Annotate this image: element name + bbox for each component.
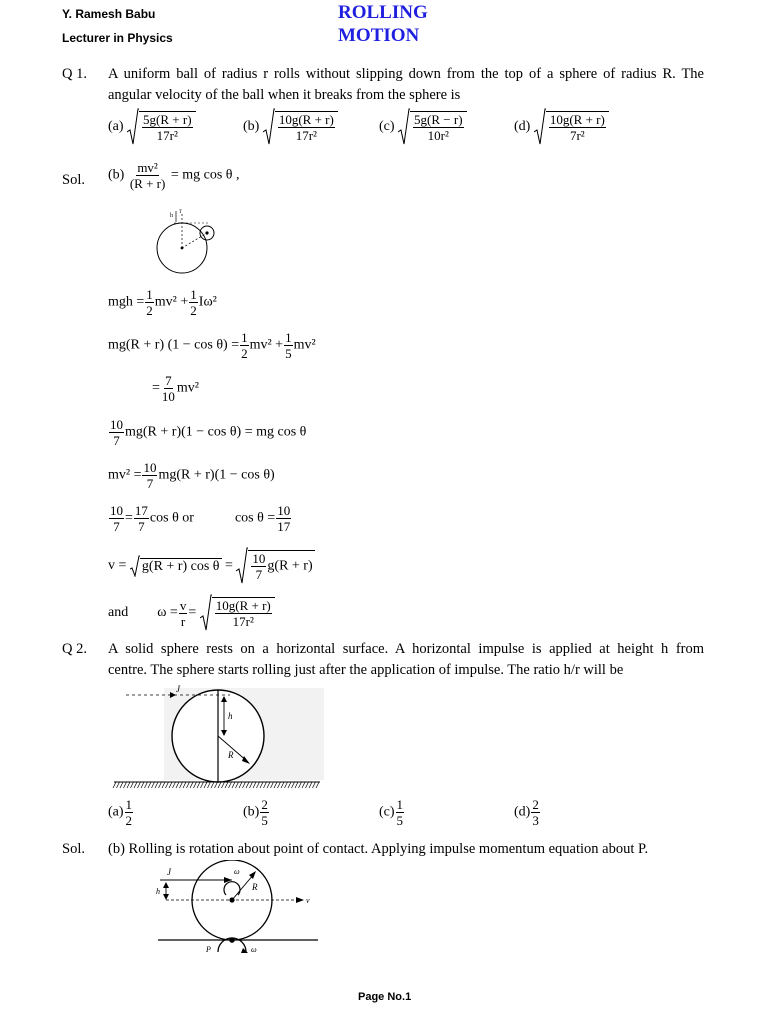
author-name: Y. Ramesh Babu [62,7,156,21]
svg-text:P: P [206,945,211,954]
title-line-1: ROLLING [338,2,428,23]
svg-text:R: R [228,750,234,760]
author-role: Lecturer in Physics [62,31,173,45]
q1-number: Q 1. [62,66,87,82]
q2-number: Q 2. [62,641,87,657]
sol2-text: (b) Rolling is rotation about point of contact. Applying impulse momentum equation about P. [108,841,649,857]
ball-on-sphere-figure [150,205,220,280]
sol1-eq-1: (b) $\frac{\text{mv²}}{(R + r)}$ = mg cos θ , [108,160,240,191]
svg-text:h: h [156,887,160,896]
q2-option-c: (c) $\frac{1}{5}$ [379,797,404,828]
q1-option-d: (d) $\frac{10g(R + r)}{\text{7r²}}$ [514,108,609,146]
sol1-eq-7: $\frac{10}{7}$ = $\frac{17}{7}$ cos θ or cos θ = $\frac{10}{17}$ [110,503,291,534]
q1-option-a: (a) $\frac{5g(R + r)}{\text{17r²}}$ [108,108,196,146]
q2-option-a: (a) $\frac{1}{2}$ [108,797,133,828]
svg-text:R: R [252,882,258,892]
svg-text:ω: ω [234,867,240,876]
q2-option-d: (d) $\frac{2}{3}$ [514,797,539,828]
sol1-eq-9: and ω = $\frac{v}{r}$ = $\frac{10g(R + r)}{\text{17r²}}$ [108,594,275,632]
sol1-eq-5: $\frac{10}{7}$ mg(R + r)(1 − cos θ) = mg cos θ [110,417,307,448]
svg-text:ω: ω [251,945,257,954]
sphere-impulse-figure [112,682,324,792]
q1-option-c: (c) $\frac{5g(R - r)}{\text{10r²}}$ [379,108,467,146]
rolling-about-p-figure [152,860,322,955]
page-number: Page No.1 [358,991,412,1003]
title-line-2: MOTION [338,25,420,46]
q1-text-line-1: A uniform ball of radius r rolls without slipping down from the top of a sphere of radius R. The [108,66,704,82]
sol1-eq-6: mv² = $\frac{10}{7}$ mg(R + r)(1 − cos θ) [108,460,275,491]
q1-text-line-2: angular velocity of the ball when it breaks from the sphere is [108,87,461,103]
q1-option-b: (b) $\frac{10g(R + r)}{\text{17r²}}$ [243,108,338,146]
sol1-label: Sol. [62,172,85,188]
sol1-eq-3: mg(R + r) (1 − cos θ) = $\frac{1}{2}$ mv² + $\frac{1}{5}$ mv² [108,330,316,361]
svg-text:h: h [228,711,233,721]
sol1-eq-4: = $\frac{7}{10}$ mv² [152,373,199,404]
svg-text:h: h [170,213,173,219]
sol1-eq-2: mgh = $\frac{1}{2}$ mv² + $\frac{1}{2}$ Iω² [108,287,217,318]
svg-text:v: v [306,896,310,905]
svg-text:J: J [167,867,171,877]
q2-option-b: (b) $\frac{2}{5}$ [243,797,268,828]
svg-text:T: T [179,210,183,215]
q2-text-line-2: centre. The sphere starts rolling just after the application of impulse. The ratio h/r will be [108,662,624,678]
q2-text-line-1: A solid sphere rests on a horizontal surface. A horizontal impulse is applied at height h from [108,641,704,657]
sol1-eq-8: v = g(R + r) cos θ = $\frac{10}{7}$ g(R + r) [108,547,315,585]
sol2-label: Sol. [62,841,85,857]
svg-text:J: J [176,684,180,694]
